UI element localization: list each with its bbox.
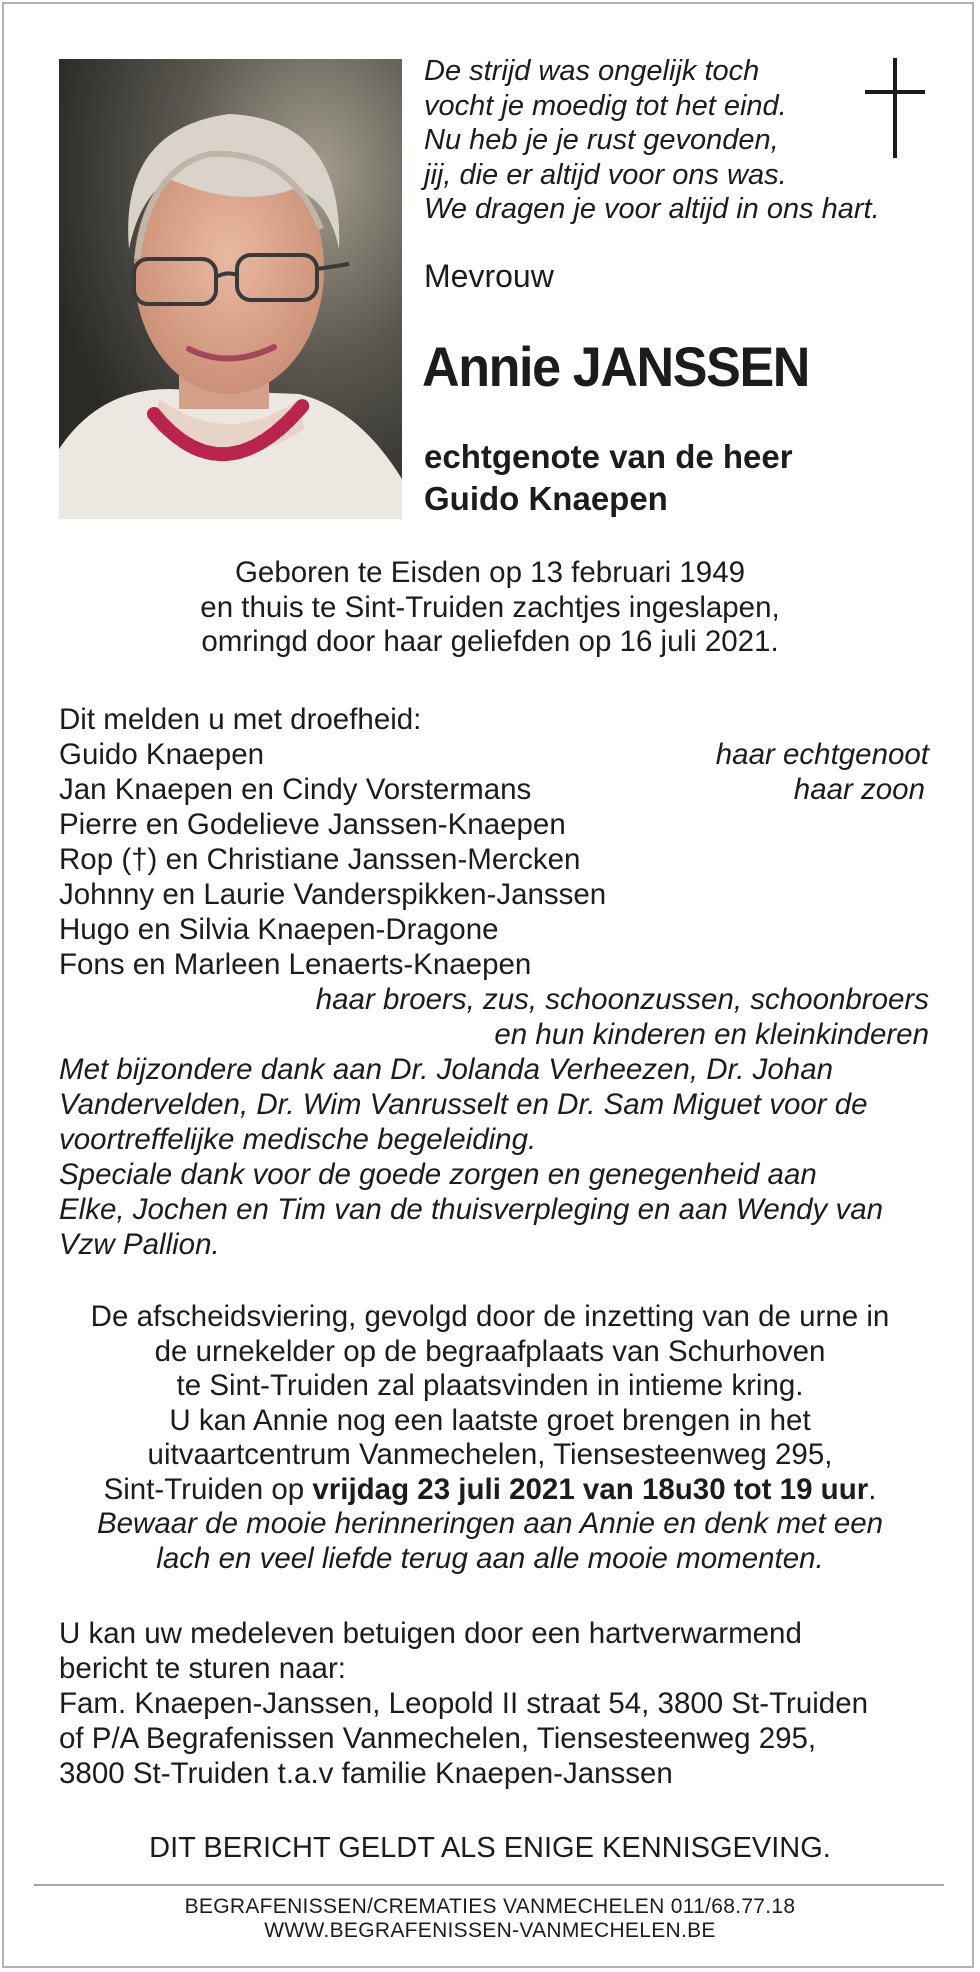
footer-divider [34,1884,944,1886]
footer-website: WWW.BEGRAFENISSEN-VANMECHELEN.BE [264,1919,716,1942]
thanks-line: Vandervelden, Dr. Wim Vanrusselt en Dr. Sam Miguet voor de [59,1088,868,1121]
family-row [59,842,929,877]
family-name: Fons en Marleen Lenaerts-Knaepen [59,948,532,981]
siblings-line: en hun kinderen en kleinkinderen [494,1018,929,1051]
family-row [59,947,929,982]
family-announcement [59,702,929,1262]
family-relation: haar zoon [793,773,925,806]
family-row [59,807,929,842]
salutation: Mevrouw [424,258,554,294]
thanks-line: Vzw Pallion. [59,1228,220,1261]
ceremony-line: De afscheidsviering, gevolgd door de inzetting van de urne in [90,1300,890,1333]
deceased-name: Annie JANSSEN [422,335,810,398]
condolence-line: bericht te sturen naar: [59,1652,346,1685]
ceremony-line: de urnekelder op de begraafplaats van Schurhoven [154,1334,826,1368]
ceremony-line: te Sint-Truiden zal plaatsvinden in intieme kring. [176,1369,804,1402]
siblings-line: haar broers, zus, schoonzussen, schoonbroers [315,983,929,1016]
family-row [59,737,929,772]
spouse-name: Guido Knaepen [424,480,668,517]
condolence-line: U kan uw medeleven betuigen door een hartverwarmend [59,1617,802,1650]
closing-line: lach en veel liefde terug aan alle mooie momenten. [156,1541,824,1575]
thanks-line: Speciale dank voor de goede zorgen en genegenheid aan [59,1158,817,1191]
family-name: Rop (†) en Christiane Janssen-Mercken [59,843,581,876]
family-name: Guido Knaepen [59,738,265,771]
ceremony-date-line [40,1473,940,1508]
poem-line: De strijd was ongelijk toch [424,55,760,87]
thanks-line: Met bijzondere dank aan Dr. Jolanda Verheezen, Dr. Johan [59,1053,834,1086]
ceremony-date-suffix: . [868,1472,877,1506]
family-name: Hugo en Silvia Knaepen-Dragone [59,913,499,946]
family-row [59,912,929,947]
poem-line: We dragen je voor altijd in ons hart. [424,193,880,225]
ceremony-line: uitvaartcentrum Vanmechelen, Tiensesteenweg 295, [147,1438,833,1471]
condolence-address: of P/A Begrafenissen Vanmechelen, Tiensesteenweg 295, [59,1722,817,1755]
notice-text: DIT BERICHT GELDT ALS ENIGE KENNISGEVING. [149,1832,831,1864]
poem-line: vocht je moedig tot het eind. [424,89,787,122]
thanks-line: Elke, Jochen en Tim van de thuisverpleging en aan Wendy van [59,1193,884,1226]
death-line: en thuis te Sint-Truiden zachtjes ingeslapen, [200,590,780,624]
cross-icon [865,58,925,158]
ceremony-date: vrijdag 23 juli 2021 van 18u30 tot 19 uur [312,1472,869,1506]
announcement-intro: Dit melden u met droefheid: [59,703,422,736]
poem-line: Nu heb je je rust gevonden, [424,124,779,156]
birth-death-block [40,556,940,660]
family-row [59,877,929,912]
footer-company: BEGRAFENISSEN/CREMATIES VANMECHELEN 011/68.77.18 [184,1895,796,1918]
poem [424,54,934,227]
spouse-line [424,436,793,520]
condolence-address: 3800 St-Truiden t.a.v familie Knaepen-Janssen [59,1757,673,1790]
poem-line: jij, die er altijd voor ons was. [424,158,787,191]
family-relation: haar echtgenoot [715,738,929,771]
ceremony-date-prefix: Sint-Truiden op [103,1472,313,1506]
footer [40,1895,940,1943]
ceremony-line: U kan Annie nog een laatste groet brengen in het [169,1403,811,1437]
closing-line: Bewaar de mooie herinneringen aan Annie en denk met een [96,1507,884,1540]
family-name: Pierre en Godelieve Janssen-Knaepen [59,808,566,841]
portrait-photo [59,59,402,519]
birth-line: Geboren te Eisden op 13 februari 1949 [234,556,746,589]
condolence-address: Fam. Knaepen-Janssen, Leopold II straat 54, 3800 St-Truiden [59,1687,869,1720]
family-name: Johnny en Laurie Vanderspikken-Janssen [59,878,607,911]
family-row [59,772,929,807]
family-name: Jan Knaepen en Cindy Vorstermans [59,773,532,806]
death-line: omringd door haar geliefden op 16 juli 2021. [201,625,779,658]
thanks-line: voortreffelijke medische begeleiding. [59,1123,537,1156]
condolence-block [59,1616,929,1791]
ceremony-block [40,1300,940,1576]
spouse-relation: echtgenote van de heer [424,438,793,475]
